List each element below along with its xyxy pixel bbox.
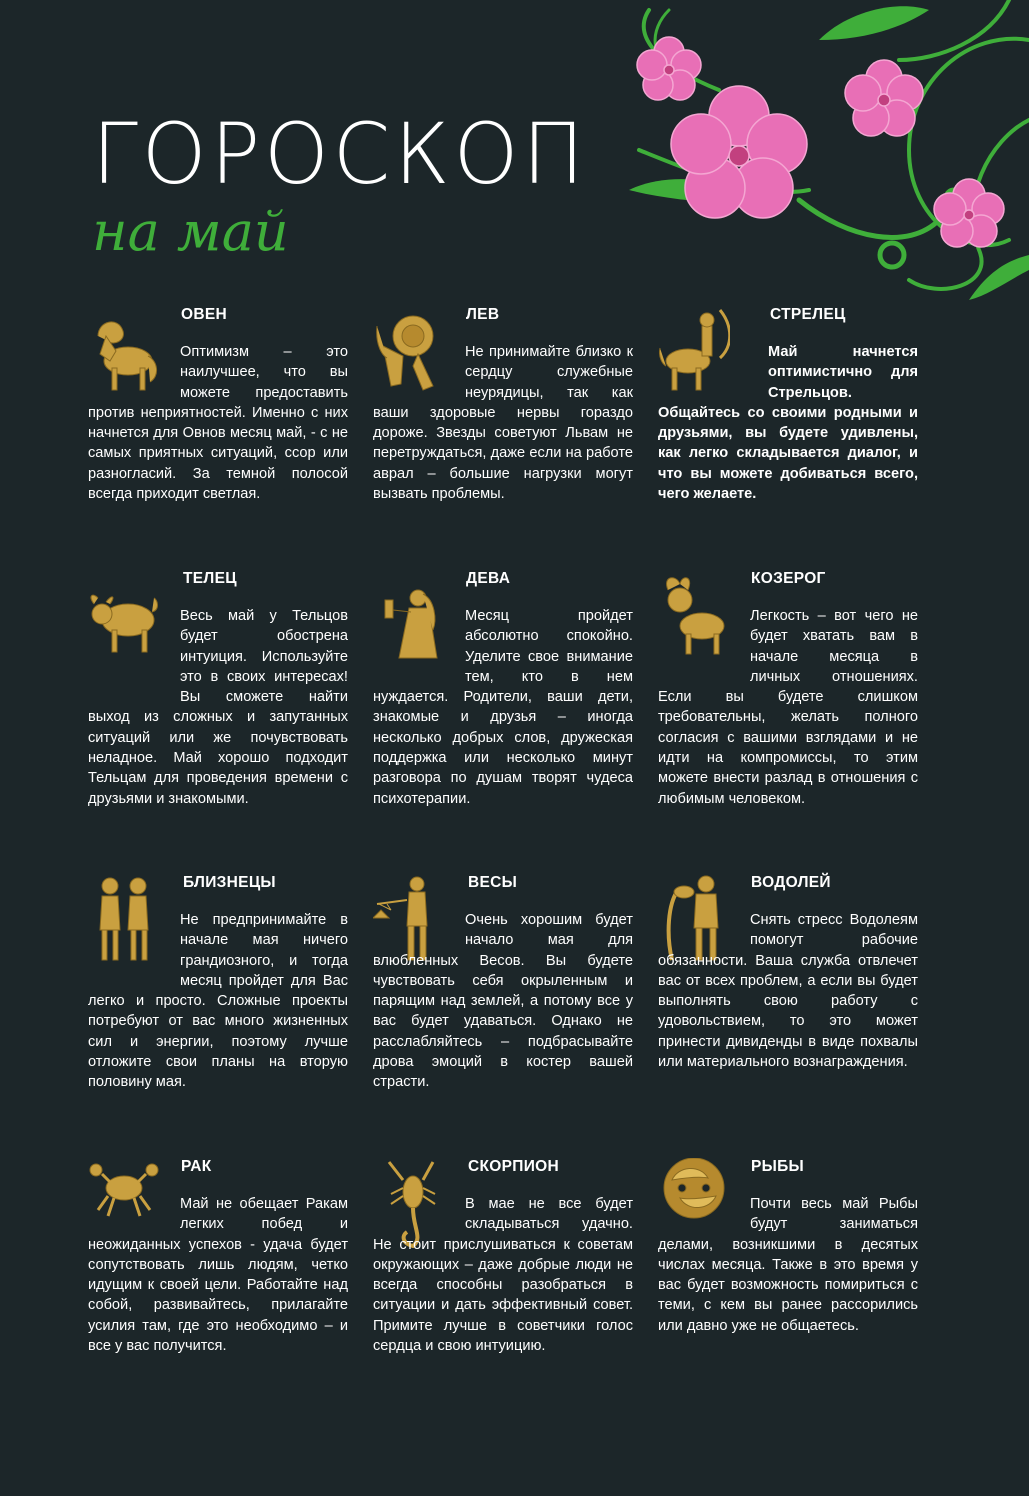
sign-name: СТРЕЛЕЦ <box>770 306 846 323</box>
sign-text: Очень хорошим будет начало мая для влюбленных Весов. Вы будете чувствовать себя окрыленным и парящим над землей, а потому все у вас будет удаваться. Однако не расслабляйтесь – подбрасывайте дрова эмоций в костер вашей страсти. <box>373 912 633 1091</box>
sign-name: ВЕСЫ <box>468 874 518 891</box>
sign-name: СКОРПИОН <box>468 1158 559 1175</box>
sign-text: Весь май у Тельцов будет обострена интуиция. Используйте это в своих интересах! Вы сможете найти выход из сложных и запутанных ситуаций или же почувствовать неладное. Май хорошо подходит Тельцам для проведения времени с друзьями и знакомыми. <box>88 608 348 807</box>
sign-text: Не предпринимайте в начале мая ничего грандиозного, и тогда месяц пройдет для Вас легко и просто. Сложные проекты потребуют от вас много жизненных сил и энергии, поэтому лучше отложите свои планы на вторую половину мая. <box>88 912 348 1091</box>
sign-text: Не принимайте близко к сердцу служебные неурядицы, так как ваши здоровые нервы гораздо дороже. Звезды советуют Львам не перетруждаться, даже если на работе аврал – большие нагрузки могут вызвать проблемы. <box>373 344 633 503</box>
sign-name: КОЗЕРОГ <box>751 570 826 587</box>
page-subtitle: на май <box>92 200 289 263</box>
sign-text: Оптимизм – это наилучшее, что вы можете предоставить против неприятностей. Именно с них начнется для Овнов месяц май, - с не самых приятных ситуаций, ссор или разногласий. За темной полосой всегда приходит светлая. <box>88 344 348 503</box>
sign-text: Легкость – вот чего не будет хватать вам в начале месяца в личных отношениях. Если вы будете слишком требовательны, желать полного согласия с вашими взглядами и не идти на компромиссы, то этим можете внести разлад в отношения с любимым человеком. <box>658 608 918 807</box>
sign-name: ДЕВА <box>466 570 511 587</box>
sign-text: Почти весь май Рыбы будут заниматься делами, возникшими в десятых числах месяца. Также в это время у вас будет возможность помириться с теми, с кем вы ранее рассорились или давно уже не общаетесь. <box>658 1196 918 1334</box>
sign-name: БЛИЗНЕЦЫ <box>183 874 276 891</box>
sign-name: ОВЕН <box>181 306 227 323</box>
page-title: ГОРОСКОП <box>92 105 589 203</box>
sign-name: РАК <box>181 1158 212 1175</box>
sign-text: Месяц пройдет абсолютно спокойно. Уделите свое внимание тем, кто в нем нуждается. Родители, ваши дети, знакомые и друзья – иногда несколько добрых слов, дружеская поддержка или несколько минут разговора по душам творят чудеса психотерапии. <box>373 608 633 807</box>
sign-text: В мае не все будет складываться удачно. Не стоит прислушиваться к советам окружающих – даже добрые люди не всегда способны разобраться в ситуации и дать эффективный совет. Примите лучше в советчики голос сердца и свою интуицию. <box>373 1196 633 1355</box>
sign-text: Май начнется оптимистично для Стрельцов. Общайтесь со своими родными и друзьями, вы будете удивлены, как легко складывается диалог, и что вы можете добиваться всего, чего желаете. <box>658 344 918 503</box>
sign-name: ЛЕВ <box>466 306 500 323</box>
floral-decoration <box>609 0 1029 320</box>
sign-text: Май не обещает Ракам легких побед и неожиданных успехов - удача будет сопутствовать лишь людям, четко идущим к своей цели. Работайте над собой, развивайтесь, прилагайте усилия там, где это необходимо – и все у вас получится. <box>88 1196 348 1355</box>
sign-name: ТЕЛЕЦ <box>183 570 237 587</box>
sign-name: ВОДОЛЕЙ <box>751 874 831 891</box>
sign-text: Снять стресс Водолеям помогут рабочие обязанности. Ваша служба отвлечет вас от всех проблем, а если вы будет выполнять свою работу с удовольствием, то это может принести дивиденды в виде похвалы или материального вознаграждения. <box>658 912 918 1071</box>
sign-name: РЫБЫ <box>751 1158 805 1175</box>
